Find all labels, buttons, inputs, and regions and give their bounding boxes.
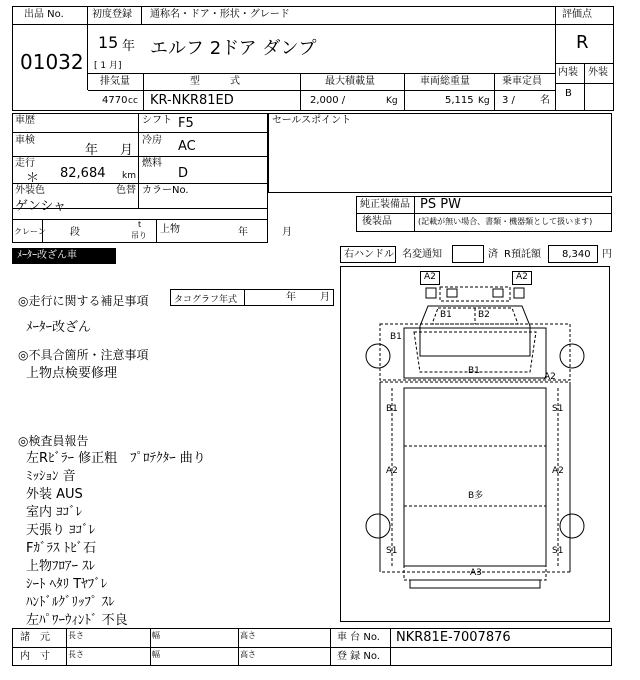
aircon-value: AC — [178, 139, 196, 154]
footer-div-1 — [66, 628, 67, 666]
interior-label: 内装 — [558, 67, 578, 78]
grade-sub-divider — [584, 63, 585, 83]
footer-div-5 — [390, 628, 391, 666]
footer-div-3 — [238, 628, 239, 666]
name-change-box — [452, 245, 484, 263]
aircon-label: 冷房 — [142, 135, 162, 146]
gross-weight-label: 車両総重量 — [420, 76, 470, 87]
grade-sub-divider2 — [584, 83, 585, 111]
damage-b2-cab: B2 — [478, 310, 490, 320]
car-name: エルフ 2ドア ダンプ — [150, 38, 317, 59]
recycle-amount: 8,340 — [562, 249, 591, 260]
damage-b1-side: B1 — [390, 332, 402, 342]
upper-year: 年 — [238, 227, 248, 238]
vin-value: NKR81E-7007876 — [396, 630, 511, 645]
dims-width: 幅 — [152, 631, 160, 640]
color-no-label: カラーNo. — [142, 185, 189, 196]
tacho-divider — [244, 289, 245, 306]
reg-no-label: 登 録 No. — [337, 651, 380, 662]
grade-divider — [555, 6, 556, 111]
damage-a2-left-bed: A2 — [386, 466, 398, 476]
inspector-label: ◎検査員報告 — [18, 434, 89, 448]
gross-weight-unit: Kg — [478, 96, 490, 106]
capacity-label: 乗車定員 — [502, 76, 542, 87]
left-info-divider — [138, 113, 139, 208]
report-line: ﾐｯｼｮﾝ 音 — [26, 469, 76, 484]
sales-point-label: セールスポイント — [272, 115, 352, 126]
crane-hang: 吊り — [131, 231, 147, 240]
report-line: 天張り ﾖｺﾞﾚ — [26, 523, 96, 538]
dims-length: 長さ — [68, 631, 84, 640]
displacement-label: 排気量 — [100, 76, 130, 87]
damage-a2-right-bed: A2 — [552, 466, 564, 476]
tacho-month: 月 — [320, 292, 330, 303]
upper-label: 上物 — [160, 224, 180, 235]
genuine-value: PS PW — [420, 197, 461, 212]
damage-b1-cab: B1 — [440, 310, 452, 320]
damage-b1-roof: B1 — [468, 366, 480, 376]
crane-label: クレーン — [14, 227, 46, 236]
driving-label: ◎走行に関する補足事項 — [18, 294, 149, 308]
left-row-2 — [12, 156, 268, 157]
mileage-unit: km — [122, 171, 136, 181]
grade-label: 評価点 — [562, 9, 592, 20]
left-row-1 — [12, 132, 268, 133]
report-line: 左Rﾋﾞﾗｰ 修正粗 ﾌﾟﾛﾃｸﾀｰ 曲り — [26, 451, 206, 466]
capacity-unit: 名 — [540, 95, 550, 106]
recycle-done-label: 済 — [488, 249, 498, 260]
name-change-label: 名変通知 — [402, 249, 442, 260]
inspection-year: 年 — [85, 143, 99, 158]
damage-b-many: B多 — [468, 491, 484, 501]
defects-label: ◎不具合箇所・注意事項 — [18, 348, 149, 362]
report-line: Fｶﾞﾗｽ ﾄﾋﾞ石 — [26, 541, 97, 556]
reg-month: [ 1 月] — [94, 61, 122, 71]
gross-weight-value: 5,115 — [445, 95, 474, 106]
report-line: 左ﾊﾟﾜｰｳｨﾝﾄﾞ 不良 — [26, 613, 128, 628]
inner-height: 高さ — [240, 650, 256, 659]
overall-grade: R — [576, 32, 589, 53]
damage-a2-top-right: A2 — [516, 272, 528, 282]
capacity-value: 3 / — [502, 95, 515, 106]
rhd-label: 右ハンドル — [344, 249, 394, 260]
name-label: 通称名・ドア・形状・グレード — [150, 9, 290, 20]
mileage-value: 82,684 — [60, 166, 106, 181]
damage-a3-rear: A3 — [470, 568, 482, 578]
dims-label: 諸 元 — [20, 632, 50, 643]
interior-grade: B — [565, 88, 572, 99]
reg-year: 15 — [98, 33, 119, 52]
aftermarket-label: 後装品 — [362, 216, 392, 227]
footer-mid — [12, 647, 612, 648]
shift-value: F5 — [178, 116, 194, 131]
meter-tampered-label: ﾒｰﾀｰ改ざん車 — [17, 250, 77, 261]
color-value: ゲンシャ — [15, 199, 67, 214]
damage-s1-right-bed: S1 — [552, 404, 564, 414]
damage-b1-left-bed: B1 — [386, 404, 398, 414]
displacement-unit: cc — [128, 96, 138, 106]
inner-label: 内 寸 — [20, 651, 50, 662]
left-row-3 — [12, 183, 268, 184]
driving-note: ﾒｰﾀｰ改ざん — [26, 320, 92, 335]
inner-length: 長さ — [68, 650, 84, 659]
report-line: ﾊﾝﾄﾞﾙｸﾞﾘｯﾌﾟ ｽﾚ — [26, 595, 115, 610]
report-line: 外装 AUS — [26, 487, 83, 502]
damage-a2-top-left: A2 — [424, 272, 436, 282]
history-label: 車歴 — [15, 115, 35, 126]
equipment-mid — [356, 213, 612, 214]
max-load-label: 最大積載量 — [325, 76, 375, 87]
shift-label: シフト — [142, 115, 172, 126]
fuel-label: 燃料 — [142, 158, 162, 169]
spec-div-1 — [143, 73, 144, 111]
inspection-month: 月 — [120, 143, 134, 158]
equipment-divider — [414, 196, 415, 232]
lot-number: 01032 — [20, 50, 84, 74]
model-value: KR-NKR81ED — [150, 93, 234, 108]
damage-s1-right-rear: S1 — [552, 546, 564, 556]
recycle-deposit-label: R預託額 — [504, 249, 541, 260]
mileage-mark: ＊ — [26, 171, 40, 186]
report-line: ｼｰﾄ ﾍﾀﾘ Tﾔﾌﾞﾚ — [26, 577, 108, 592]
displacement-value: 4770 — [102, 95, 128, 106]
mileage-label: 走行 — [15, 158, 35, 169]
footer-div-4 — [330, 628, 331, 666]
report-line: 室内 ﾖｺﾞﾚ — [26, 505, 83, 520]
spec-div-3 — [404, 73, 405, 111]
inner-width: 幅 — [152, 650, 160, 659]
spec-div-4 — [494, 73, 495, 111]
dims-height: 高さ — [240, 631, 256, 640]
aftermarket-note: (記載が無い場合、書類・機器類として扱います) — [418, 217, 593, 226]
exterior-label: 外装 — [588, 67, 608, 78]
defects-note: 上物点検要修理 — [26, 366, 118, 381]
damage-a2-right-front: A2 — [544, 372, 556, 382]
upper-divider — [156, 219, 157, 243]
report-line: 上物ﾌﾛｱｰ ｽﾚ — [26, 559, 96, 574]
fuel-value: D — [178, 166, 189, 181]
vin-label: 車 台 No. — [337, 632, 380, 643]
first-reg-label: 初度登録 — [92, 9, 132, 20]
color-label: 外装色 — [15, 185, 45, 196]
tacho-year: 年 — [286, 292, 296, 303]
recycle-unit: 円 — [602, 249, 612, 260]
crane-stage: 段 — [70, 227, 80, 238]
max-load-value: 2,000 / — [310, 95, 346, 106]
spec-top-line — [88, 73, 555, 74]
genuine-label: 純正装備品 — [360, 199, 410, 210]
footer-div-2 — [150, 628, 151, 666]
crane-ton: t — [138, 220, 142, 229]
lot-no-label: 出品 No. — [24, 9, 64, 20]
inspection-label: 車検 — [15, 135, 35, 146]
tacho-label: タコグラフ年式 — [174, 295, 238, 305]
color-change-label: 色替 — [116, 185, 136, 196]
reg-year-unit: 年 — [122, 39, 136, 54]
upper-month: 月 — [282, 227, 292, 238]
max-load-unit: Kg — [386, 96, 398, 106]
spec-mid-line — [88, 90, 555, 91]
spec-div-2 — [300, 73, 301, 111]
damage-s1-left-rear: S1 — [386, 546, 398, 556]
model-label: 型 式 — [190, 76, 240, 87]
